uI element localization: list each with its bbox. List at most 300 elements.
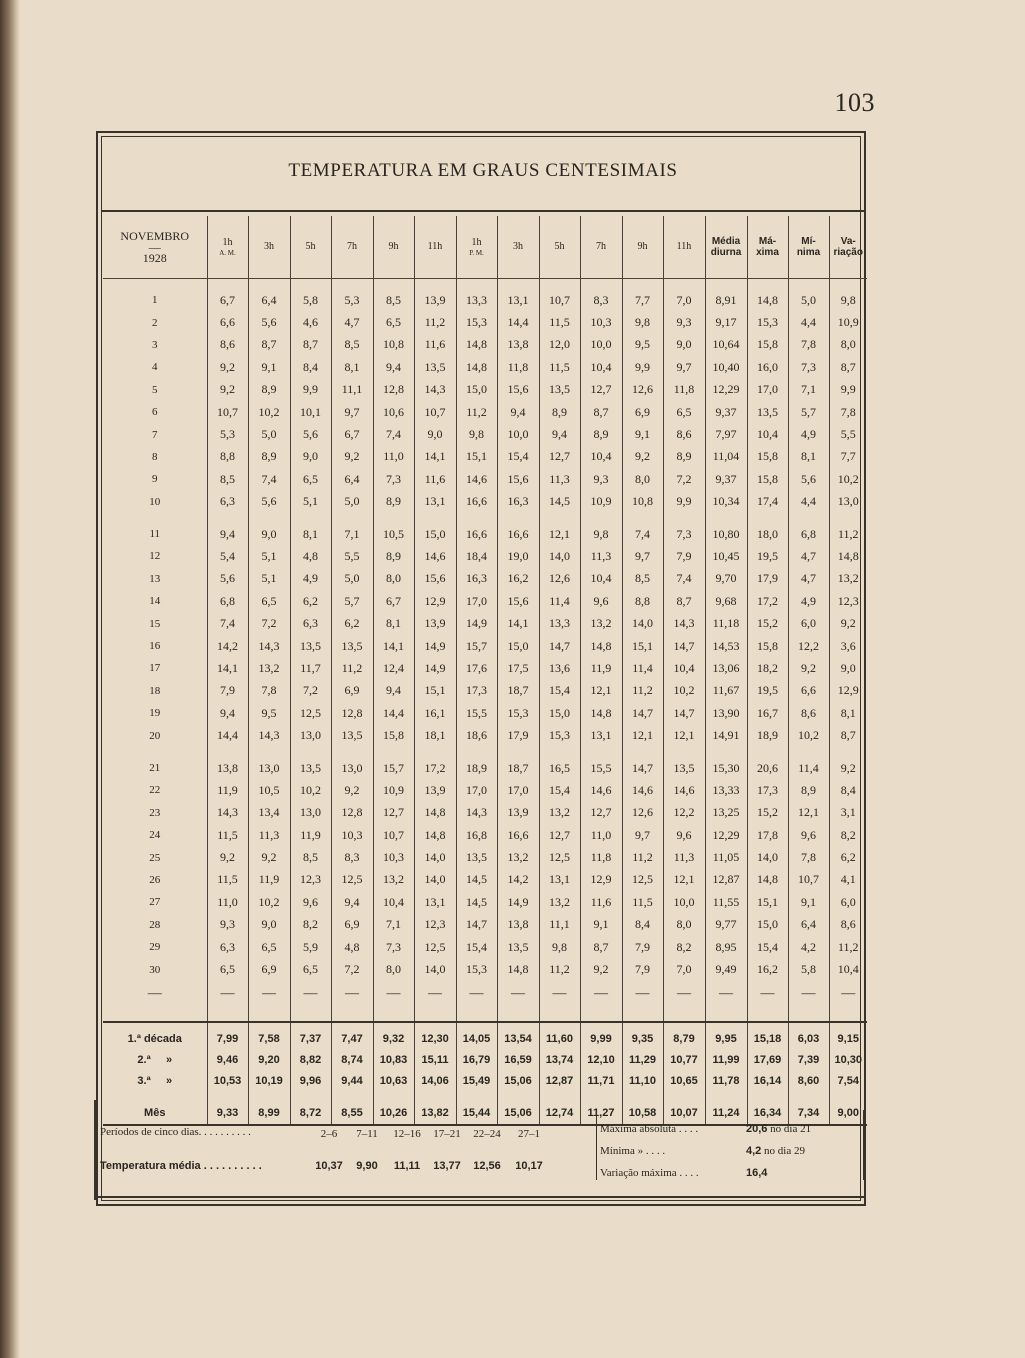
value-cell: 5,8	[290, 289, 331, 311]
day-cell: 13	[103, 568, 207, 590]
spacer-cell	[248, 1092, 290, 1102]
summary-value: 8,82	[290, 1050, 331, 1071]
value-cell: 6,5	[663, 401, 705, 423]
value-cell: 14,4	[373, 702, 414, 724]
value-cell: 5,6	[248, 311, 290, 333]
value-cell: 9,7	[331, 401, 373, 423]
value-cell: 14,5	[539, 491, 580, 513]
periods-label: Períodos de cinco dias. . . . . . . . . .	[100, 1126, 251, 1138]
value-cell: 5,8	[788, 958, 829, 980]
spacer-cell	[663, 279, 705, 290]
value-cell: 12,5	[290, 702, 331, 724]
summary-value: 10,30	[834, 1054, 863, 1067]
value-cell: 13,1	[497, 289, 539, 311]
value-cell: 11,6	[580, 891, 622, 913]
day-cell: 7	[103, 423, 207, 445]
spacer-cell	[207, 1007, 248, 1022]
spacer-cell	[414, 1092, 456, 1102]
value-cell: 14,3	[414, 379, 456, 401]
value-cell: 13,1	[414, 891, 456, 913]
summary-value: 15,11	[414, 1050, 456, 1071]
value-cell: 16,2	[747, 958, 788, 980]
value-cell: 11,0	[373, 446, 414, 468]
value-cell: 11,4	[539, 590, 580, 612]
value-cell: 8,1	[840, 705, 856, 720]
dash-cell: —	[248, 981, 290, 1007]
table-row	[103, 702, 867, 724]
value-cell: 14,1	[207, 657, 248, 679]
spacer-cell	[290, 1092, 331, 1102]
value-cell: 13,2	[837, 571, 859, 586]
value-cell: 18,1	[414, 724, 456, 746]
value-cell: 5,6	[788, 468, 829, 490]
value-cell: 15,7	[456, 635, 497, 657]
value-cell: 10,3	[331, 824, 373, 846]
value-cell: 15,0	[414, 523, 456, 545]
header-stat-line1: Má-	[758, 236, 777, 247]
value-cell: 14,8	[414, 824, 456, 846]
dash-cell: —	[622, 981, 663, 1007]
header-hour-label: 11h	[676, 241, 692, 252]
decade-spacer	[103, 513, 867, 523]
spacer-cell	[539, 1007, 580, 1022]
value-cell: 13,1	[580, 724, 622, 746]
value-cell: 11,8	[497, 356, 539, 378]
table-body	[103, 279, 867, 1125]
table-row	[103, 635, 867, 657]
summary-value: 7,47	[331, 1022, 373, 1050]
value-cell: 13,8	[497, 914, 539, 936]
value-cell: 16,3	[456, 568, 497, 590]
spacer-cell	[663, 513, 705, 523]
value-cell: 10,5	[373, 523, 414, 545]
value-cell: 12,2	[663, 802, 705, 824]
month-value: 8,55	[331, 1102, 373, 1125]
header-stat-line1: Mí-	[801, 236, 816, 247]
page-number: 103	[834, 88, 875, 117]
spacer-cell	[456, 1092, 497, 1102]
value-cell: 3,6	[840, 638, 856, 653]
value-cell: 14,9	[497, 891, 539, 913]
month-value: 16,34	[747, 1102, 788, 1125]
dash-cell: —	[841, 985, 856, 1001]
value-cell: 11,2	[539, 958, 580, 980]
value-cell: 9,68	[705, 590, 747, 612]
header-hour-label: 11h	[427, 241, 443, 252]
value-cell: 11,4	[788, 757, 829, 779]
summary-value: 16,14	[747, 1071, 788, 1092]
value-cell: 8,9	[663, 446, 705, 468]
summary-value: 15,49	[456, 1071, 497, 1092]
value-cell: 9,0	[290, 446, 331, 468]
value-cell: 15,6	[497, 468, 539, 490]
header-hour-11	[663, 216, 705, 279]
decade-label: 1.ª década	[103, 1022, 207, 1050]
value-cell: 10,9	[580, 491, 622, 513]
value-cell: 8,1	[290, 523, 331, 545]
value-cell: 6,4	[331, 468, 373, 490]
spacer-cell	[539, 513, 580, 523]
value-cell: 13,5	[497, 936, 539, 958]
value-cell: 9,8	[580, 523, 622, 545]
min-label: Mínima » . . . .	[600, 1145, 666, 1157]
spacer-cell	[497, 1007, 539, 1022]
value-cell: 9,0	[663, 334, 705, 356]
value-cell: 14,8	[837, 548, 859, 563]
value-cell: 4,7	[788, 545, 829, 567]
value-cell: 14,8	[747, 869, 788, 891]
value-cell: 10,64	[705, 334, 747, 356]
dash-cell: —	[497, 981, 539, 1007]
var-stat	[746, 1167, 767, 1179]
value-cell: 9,7	[622, 545, 663, 567]
value-cell: 8,4	[840, 782, 856, 797]
header-hour-sub: P. M.	[469, 249, 484, 257]
header-hour-label: 5h	[305, 241, 316, 252]
value-cell: 17,4	[747, 491, 788, 513]
summary-value: 9,96	[290, 1071, 331, 1092]
value-cell: 5,6	[290, 423, 331, 445]
value-cell: 18,4	[456, 545, 497, 567]
value-cell: 15,7	[373, 757, 414, 779]
value-cell: 8,4	[290, 356, 331, 378]
value-cell: 14,9	[414, 635, 456, 657]
table-row	[103, 869, 867, 891]
value-cell: 15,1	[622, 635, 663, 657]
value-cell: 14,0	[622, 612, 663, 634]
value-cell: 10,4	[373, 891, 414, 913]
value-cell: 9,0	[248, 914, 290, 936]
spacer-cell	[414, 747, 456, 757]
period-value: 2–6	[320, 1128, 338, 1140]
value-cell: 12,8	[331, 802, 373, 824]
dash-cell: —	[331, 981, 373, 1007]
value-cell: 11,7	[290, 657, 331, 679]
value-cell: 8,0	[373, 568, 414, 590]
value-cell: 18,0	[747, 523, 788, 545]
value-cell: 7,8	[840, 404, 856, 419]
value-cell: 9,8	[840, 292, 856, 307]
value-cell: 4,4	[788, 491, 829, 513]
spacer-cell	[580, 747, 622, 757]
header-stat-1	[747, 216, 788, 279]
value-cell: 6,4	[248, 289, 290, 311]
value-cell: 11,9	[290, 824, 331, 846]
value-cell: 8,6	[207, 334, 248, 356]
summary-value: 17,69	[747, 1050, 788, 1071]
value-cell: 9,77	[705, 914, 747, 936]
value-cell: 10,4	[663, 657, 705, 679]
spacer-cell	[456, 513, 497, 523]
header-hour-label: 3h	[264, 241, 274, 252]
value-cell: 15,3	[456, 311, 497, 333]
day-cell: 11	[103, 523, 207, 545]
value-cell: 9,7	[663, 356, 705, 378]
value-cell: 5,5	[840, 427, 856, 442]
temperature-label: Temperatura média . . . . . . . . . .	[100, 1160, 262, 1172]
value-cell: 15,3	[497, 702, 539, 724]
value-cell: 12,1	[663, 869, 705, 891]
summary-value: 10,65	[663, 1071, 705, 1092]
value-cell: 6,2	[290, 590, 331, 612]
value-cell: 8,2	[840, 827, 856, 842]
summary-value: 9,35	[622, 1022, 663, 1050]
value-cell: 11,6	[414, 468, 456, 490]
dash-cell: —	[788, 981, 829, 1007]
value-cell: 12,3	[414, 914, 456, 936]
value-cell: 11,9	[248, 869, 290, 891]
spacer-cell	[705, 279, 747, 290]
header-month: NOVEMBRO	[120, 229, 190, 243]
spacer-cell	[747, 513, 788, 523]
value-cell: 13,25	[705, 802, 747, 824]
spacer-cell	[788, 747, 829, 757]
header-hour-label: 1h	[471, 237, 482, 248]
period-value: 22–24	[473, 1128, 501, 1140]
spacer-cell	[331, 747, 373, 757]
value-cell: 13,2	[580, 612, 622, 634]
spacer-cell	[290, 1007, 331, 1022]
value-cell: 15,0	[456, 379, 497, 401]
value-cell: 17,8	[747, 824, 788, 846]
value-cell: 10,9	[373, 779, 414, 801]
header-month-dash: —	[148, 240, 161, 254]
value-cell: 14,7	[663, 702, 705, 724]
value-cell: 8,7	[248, 334, 290, 356]
value-cell: 9,8	[622, 311, 663, 333]
summary-value: 6,03	[788, 1022, 829, 1050]
decade-label: 2.ª »	[103, 1050, 207, 1071]
header-hour-label: 3h	[513, 241, 523, 252]
value-cell: 9,2	[248, 846, 290, 868]
day-cell: 19	[103, 702, 207, 724]
bottom-rule	[96, 1196, 866, 1198]
value-cell: 13,5	[456, 846, 497, 868]
spacer-cell	[788, 279, 829, 290]
value-cell: 13,2	[373, 869, 414, 891]
value-cell: 8,6	[788, 702, 829, 724]
value-cell: 7,8	[788, 846, 829, 868]
table-row	[103, 936, 867, 958]
value-cell: 16,6	[497, 523, 539, 545]
value-cell: 6,0	[840, 894, 856, 909]
day-cell: 28	[103, 914, 207, 936]
summary-value: 13,54	[497, 1022, 539, 1050]
value-cell: 6,0	[788, 612, 829, 634]
value-cell: 11,0	[580, 824, 622, 846]
header-hour-label: 7h	[596, 241, 606, 252]
footer-divider-right	[863, 1110, 864, 1180]
summary-value: 8,79	[663, 1022, 705, 1050]
value-cell: 9,2	[207, 846, 248, 868]
day-cell: 30	[103, 958, 207, 980]
value-cell: 15,2	[747, 802, 788, 824]
value-cell: 13,0	[290, 724, 331, 746]
summary-value: 8,60	[788, 1071, 829, 1092]
summary-value: 7,39	[788, 1050, 829, 1071]
value-cell: 5,1	[248, 545, 290, 567]
value-cell: 10,4	[837, 962, 859, 977]
value-cell: 4,1	[840, 872, 856, 887]
day-cell: 22	[103, 779, 207, 801]
value-cell: 9,2	[840, 760, 856, 775]
table-row	[103, 680, 867, 702]
day-cell: 26	[103, 869, 207, 891]
value-cell: 14,7	[663, 635, 705, 657]
day-cell: 17	[103, 657, 207, 679]
max-abs-note: no dia 21	[770, 1123, 812, 1135]
table-row	[103, 311, 867, 333]
max-abs-stat	[746, 1123, 811, 1135]
value-cell: 9,1	[788, 891, 829, 913]
header-hour-sub: A. M.	[219, 249, 236, 257]
value-cell: 6,9	[622, 401, 663, 423]
value-cell: 12,7	[373, 802, 414, 824]
value-cell: 8,8	[207, 446, 248, 468]
spacer-cell	[539, 747, 580, 757]
value-cell: 11,5	[207, 824, 248, 846]
spacer-cell	[290, 513, 331, 523]
value-cell: 5,7	[788, 401, 829, 423]
value-cell: 16,2	[497, 568, 539, 590]
value-cell: 11,2	[414, 311, 456, 333]
spacer-cell	[497, 747, 539, 757]
value-cell: 9,2	[622, 446, 663, 468]
value-cell: 13,8	[207, 757, 248, 779]
value-cell: 11,9	[207, 779, 248, 801]
header-hour-9	[580, 216, 622, 279]
header-stat-line2: nima	[796, 247, 821, 258]
value-cell: 9,4	[373, 356, 414, 378]
spacer-cell	[705, 1007, 747, 1022]
spacer-cell	[622, 513, 663, 523]
month-value: 15,44	[456, 1102, 497, 1125]
dash-cell: —	[663, 981, 705, 1007]
value-cell: 14,7	[456, 914, 497, 936]
var-value: 16,4	[746, 1167, 768, 1179]
decade-summary-row	[103, 1022, 867, 1050]
value-cell: 4,8	[331, 936, 373, 958]
value-cell: 8,0	[373, 958, 414, 980]
value-cell: 5,4	[207, 545, 248, 567]
value-cell: 13,5	[747, 401, 788, 423]
min-stat	[746, 1145, 805, 1157]
value-cell: 9,6	[788, 824, 829, 846]
value-cell: 10,4	[580, 568, 622, 590]
value-cell: 12,6	[622, 802, 663, 824]
value-cell: 14,8	[747, 289, 788, 311]
value-cell: 7,2	[248, 612, 290, 634]
month-value: 11,27	[580, 1102, 622, 1125]
table-row	[103, 914, 867, 936]
value-cell: 11,0	[207, 891, 248, 913]
summary-separator	[103, 1007, 867, 1022]
value-cell: 8,9	[580, 423, 622, 445]
spacer-cell	[663, 747, 705, 757]
value-cell: 13,0	[331, 757, 373, 779]
value-cell: 7,1	[373, 914, 414, 936]
day-cell: 2	[103, 311, 207, 333]
value-cell: 10,34	[705, 491, 747, 513]
spacer-cell	[248, 513, 290, 523]
value-cell: 15,4	[456, 936, 497, 958]
value-cell: 8,7	[580, 936, 622, 958]
value-cell: 9,0	[840, 660, 856, 675]
day-cell: 12	[103, 545, 207, 567]
value-cell: 11,67	[705, 680, 747, 702]
value-cell: 14,6	[414, 545, 456, 567]
day-cell: 3	[103, 334, 207, 356]
header-hour-3	[331, 216, 373, 279]
value-cell: 14,8	[580, 702, 622, 724]
summary-value: 9,32	[373, 1022, 414, 1050]
value-cell: 14,8	[456, 334, 497, 356]
value-cell: 10,7	[414, 401, 456, 423]
value-cell: 11,2	[622, 680, 663, 702]
summary-value: 15,06	[497, 1071, 539, 1092]
month-value: 10,58	[622, 1102, 663, 1125]
value-cell: 14,2	[497, 869, 539, 891]
value-cell: 14,7	[539, 635, 580, 657]
value-cell: 10,4	[580, 356, 622, 378]
value-cell: 10,45	[705, 545, 747, 567]
spacer-cell	[788, 1092, 829, 1102]
value-cell: 17,0	[497, 779, 539, 801]
table-header	[103, 216, 867, 279]
spacer-cell	[103, 1092, 207, 1102]
value-cell: 12,5	[414, 936, 456, 958]
value-cell: 9,3	[580, 468, 622, 490]
value-cell: 13,2	[539, 891, 580, 913]
spacer-cell	[622, 1092, 663, 1102]
period-value: 17–21	[433, 1128, 461, 1140]
value-cell: 10,7	[788, 869, 829, 891]
value-cell: 8,5	[331, 334, 373, 356]
value-cell: 17,9	[497, 724, 539, 746]
temperature-value: 13,77	[433, 1160, 461, 1172]
spacer-cell	[248, 747, 290, 757]
value-cell: 8,9	[373, 545, 414, 567]
value-cell: 11,2	[837, 939, 859, 954]
value-cell: 8,2	[290, 914, 331, 936]
spacer-cell	[373, 513, 414, 523]
value-cell: 13,5	[539, 379, 580, 401]
value-cell: 15,0	[497, 635, 539, 657]
value-cell: 20,6	[747, 757, 788, 779]
footer-summary	[100, 1108, 860, 1188]
value-cell: 8,7	[580, 401, 622, 423]
value-cell: 6,5	[248, 936, 290, 958]
value-cell: 13,5	[331, 635, 373, 657]
header-hour-4	[373, 216, 414, 279]
value-cell: 12,7	[580, 379, 622, 401]
value-cell: 17,3	[747, 779, 788, 801]
value-cell: 12,1	[788, 802, 829, 824]
value-cell: 12,3	[837, 593, 859, 608]
value-cell: 10,8	[622, 491, 663, 513]
value-cell: 5,7	[331, 590, 373, 612]
value-cell: 10,4	[580, 446, 622, 468]
value-cell: 11,1	[539, 914, 580, 936]
header-hour-label: 9h	[388, 241, 399, 252]
temperature-value: 9,90	[356, 1160, 378, 1172]
value-cell: 11,9	[580, 657, 622, 679]
month-value: 7,34	[788, 1102, 829, 1125]
summary-value: 11,99	[705, 1050, 747, 1071]
table-row	[103, 545, 867, 567]
value-cell: 6,4	[788, 914, 829, 936]
spacer-cell	[248, 279, 290, 290]
